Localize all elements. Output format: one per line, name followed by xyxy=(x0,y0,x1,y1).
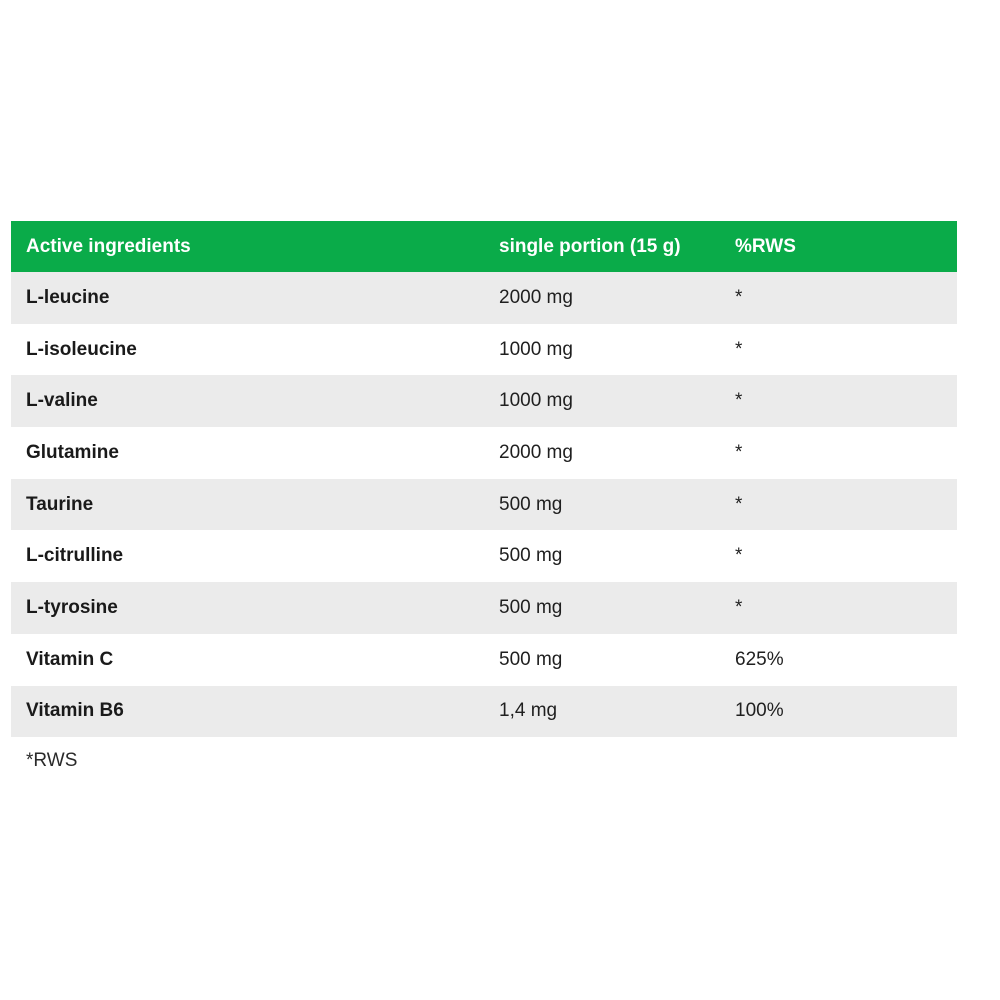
ingredient-name: L-citrulline xyxy=(26,545,124,567)
ingredient-amount: 1000 mg xyxy=(499,390,573,412)
ingredient-amount: 500 mg xyxy=(499,596,563,618)
table-row xyxy=(11,324,957,376)
ingredient-name: L-leucine xyxy=(26,286,110,308)
ingredient-amount: 500 mg xyxy=(499,648,563,670)
ingredient-name: Vitamin C xyxy=(26,648,114,670)
table-row xyxy=(11,686,957,738)
ingredient-amount: 2000 mg xyxy=(499,441,573,463)
table-row xyxy=(11,634,957,686)
table-row xyxy=(11,530,957,582)
table-row xyxy=(11,272,957,324)
ingredient-rws: 625% xyxy=(735,648,784,670)
header-single-portion: single portion (15 g) xyxy=(499,235,681,257)
ingredient-name: L-isoleucine xyxy=(26,338,137,360)
table-row xyxy=(11,375,957,427)
ingredient-amount: 500 mg xyxy=(499,493,563,515)
ingredient-name: Glutamine xyxy=(26,441,119,463)
ingredient-rws: * xyxy=(735,441,743,463)
header-rws: %RWS xyxy=(735,235,796,257)
ingredient-rws: * xyxy=(735,493,743,515)
table-row xyxy=(11,427,957,479)
table-row xyxy=(11,479,957,531)
ingredient-name: Vitamin B6 xyxy=(26,700,124,722)
ingredient-rws: * xyxy=(735,286,743,308)
ingredient-rws: 100% xyxy=(735,700,784,722)
ingredient-name: L-valine xyxy=(26,390,98,412)
header-active-ingredients: Active ingredients xyxy=(26,235,191,257)
ingredient-amount: 1000 mg xyxy=(499,338,573,360)
ingredient-name: Taurine xyxy=(26,493,94,515)
ingredient-name: L-tyrosine xyxy=(26,596,118,618)
ingredient-amount: 2000 mg xyxy=(499,286,573,308)
ingredient-rws: * xyxy=(735,338,743,360)
ingredient-amount: 1,4 mg xyxy=(499,700,558,722)
ingredients-table xyxy=(11,221,957,737)
table-row xyxy=(11,582,957,634)
ingredient-rws: * xyxy=(735,545,743,567)
ingredient-rws: * xyxy=(735,596,743,618)
ingredient-amount: 500 mg xyxy=(499,545,563,567)
ingredient-rws: * xyxy=(735,390,743,412)
table-header-row xyxy=(11,221,957,272)
footnote: *RWS xyxy=(26,750,78,771)
